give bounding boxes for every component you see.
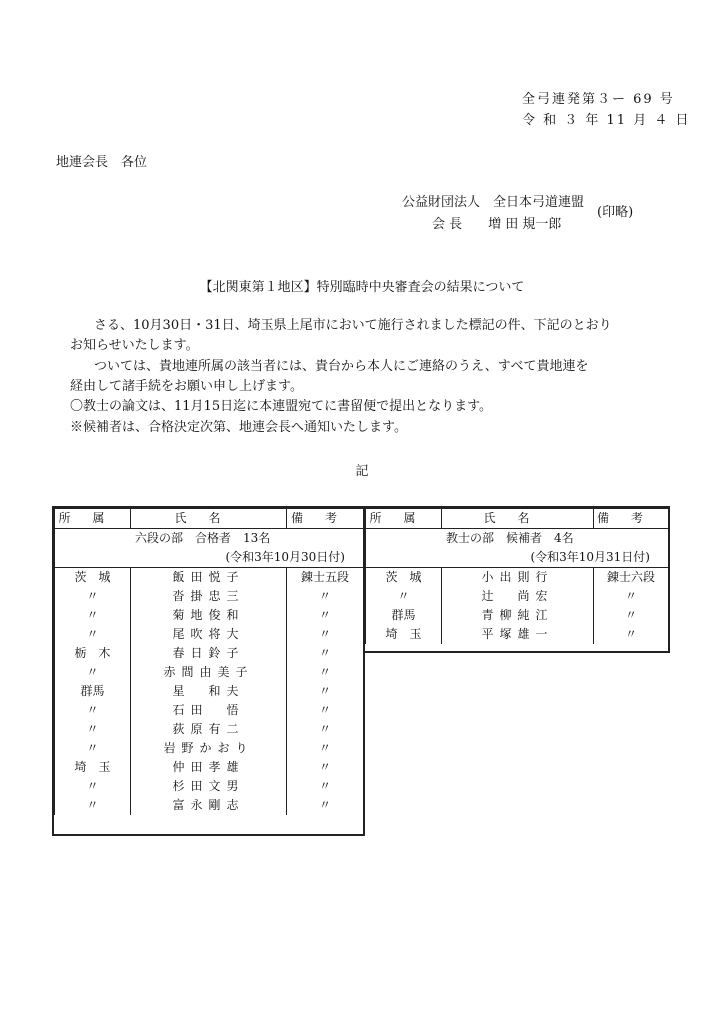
table-row	[55, 606, 364, 625]
table-row	[55, 587, 364, 606]
column-header-note: 備考	[287, 509, 364, 529]
name-cell: 春日鈴子	[131, 644, 287, 663]
remark-cell: 〃	[287, 587, 364, 606]
rokudan-results-table	[54, 508, 364, 815]
column-header-aff: 所属	[366, 509, 442, 529]
column-header-name: 氏名	[442, 509, 594, 529]
addressee: 地連会長 各位	[56, 155, 148, 170]
body-paragraph-2-line-2: 経由して諸手続をお願い申し上げます。	[70, 379, 303, 394]
remark-cell: 〃	[287, 606, 364, 625]
remark-cell: 〃	[287, 625, 364, 644]
table-row	[55, 701, 364, 720]
affiliation-cell: 〃	[55, 739, 131, 758]
name-cell: 飯田悦子	[131, 568, 287, 588]
table-row	[55, 625, 364, 644]
name-cell: 平塚雄一	[442, 625, 594, 644]
affiliation-cell: 〃	[55, 587, 131, 606]
table-row	[55, 758, 364, 777]
table-header-row	[366, 509, 669, 529]
table-row	[55, 663, 364, 682]
body-paragraph-2-line-1: ついては、貴地連所属の該当者には、貴台から本人にご連絡のうえ、すべて貴地連を	[94, 359, 589, 374]
affiliation-cell: 〃	[55, 625, 131, 644]
name-cell: 青柳純江	[442, 606, 594, 625]
name-cell: 荻原有二	[131, 720, 287, 739]
affiliation-cell: 埼 玉	[366, 625, 442, 644]
name-cell: 小出則行	[442, 568, 594, 588]
name-cell: 沓掛忠三	[131, 587, 287, 606]
table-row	[55, 644, 364, 663]
ki-heading: 記	[355, 464, 369, 479]
name-cell: 岩野かおり	[131, 739, 287, 758]
remark-cell: 〃	[287, 682, 364, 701]
table-row	[55, 682, 364, 701]
remark-cell: 錬士六段	[594, 568, 669, 588]
remark-cell: 〃	[594, 587, 669, 606]
remark-cell: 〃	[287, 739, 364, 758]
sender-organization: 公益財団法人 全日本弓道連盟	[402, 195, 585, 210]
table-row	[55, 568, 364, 588]
section-date-row	[366, 548, 669, 568]
affiliation-cell: 群馬	[366, 606, 442, 625]
section-date-row	[55, 548, 364, 568]
document-number: 全弓連発第３ー 69 号	[522, 92, 675, 107]
affiliation-cell: 〃	[55, 796, 131, 815]
seal-omitted-note: (印略)	[597, 205, 634, 220]
table-header-row	[55, 509, 364, 529]
name-cell: 仲田孝雄	[131, 758, 287, 777]
section-title: 教士の部 候補者 4名	[366, 529, 669, 549]
column-header-aff: 所属	[55, 509, 131, 529]
name-cell: 菊地俊和	[131, 606, 287, 625]
table-row	[366, 587, 669, 606]
name-cell: 赤間由美子	[131, 663, 287, 682]
remark-cell: 〃	[594, 625, 669, 644]
section-title-row	[366, 529, 669, 549]
name-cell: 星 和夫	[131, 682, 287, 701]
remark-cell: 〃	[287, 720, 364, 739]
name-cell: 辻 尚宏	[442, 587, 594, 606]
affiliation-cell: 埼 玉	[55, 758, 131, 777]
affiliation-cell: 茨 城	[55, 568, 131, 588]
name-cell: 杉田文男	[131, 777, 287, 796]
subject-line: 【北関東第１地区】特別臨時中央審査会の結果について	[199, 280, 525, 295]
table-row	[366, 625, 669, 644]
table-row	[55, 739, 364, 758]
remark-cell: 〃	[287, 777, 364, 796]
remark-cell: 錬士五段	[287, 568, 364, 588]
remark-cell: 〃	[287, 758, 364, 777]
name-cell: 富永剛志	[131, 796, 287, 815]
section-date: (令和3年10月30日付)	[55, 548, 364, 568]
affiliation-cell: 〃	[55, 663, 131, 682]
affiliation-cell: 〃	[55, 701, 131, 720]
remark-cell: 〃	[594, 606, 669, 625]
table-row	[55, 796, 364, 815]
table-row	[366, 606, 669, 625]
table-row	[366, 568, 669, 588]
affiliation-cell: 〃	[55, 606, 131, 625]
affiliation-cell: 〃	[55, 720, 131, 739]
body-paragraph-1-line-1: さる、10月30日・31日、埼玉県上尾市において施行されました標記の件、下記のとおり	[94, 318, 612, 333]
affiliation-cell: 群馬	[55, 682, 131, 701]
remark-cell: 〃	[287, 644, 364, 663]
remark-cell: 〃	[287, 701, 364, 720]
column-header-note: 備考	[594, 509, 669, 529]
section-date: (令和3年10月31日付)	[366, 548, 669, 568]
sender-president: 会 長 増 田 規一郎	[432, 217, 562, 232]
document-date: 令 和 ３ 年 11 月 ４ 日	[522, 113, 691, 128]
table-row	[55, 777, 364, 796]
affiliation-cell: 茨 城	[366, 568, 442, 588]
section-title: 六段の部 合格者 13名	[55, 529, 364, 549]
affiliation-cell: 〃	[366, 587, 442, 606]
affiliation-cell: 栃 木	[55, 644, 131, 663]
name-cell: 尾吹将大	[131, 625, 287, 644]
note-thesis: 〇教士の論文は、11月15日迄に本連盟宛てに書留便で提出となります。	[70, 399, 493, 414]
table-row	[55, 720, 364, 739]
name-cell: 石田 悟	[131, 701, 287, 720]
affiliation-cell: 〃	[55, 777, 131, 796]
remark-cell: 〃	[287, 796, 364, 815]
column-header-name: 氏名	[131, 509, 287, 529]
body-paragraph-1-line-2: お知らせいたします。	[70, 338, 199, 353]
note-candidates: ※候補者は、合格決定次第、地連会長へ通知いたします。	[70, 420, 407, 435]
kyoshi-candidates-table	[365, 508, 669, 644]
section-title-row	[55, 529, 364, 549]
remark-cell: 〃	[287, 663, 364, 682]
